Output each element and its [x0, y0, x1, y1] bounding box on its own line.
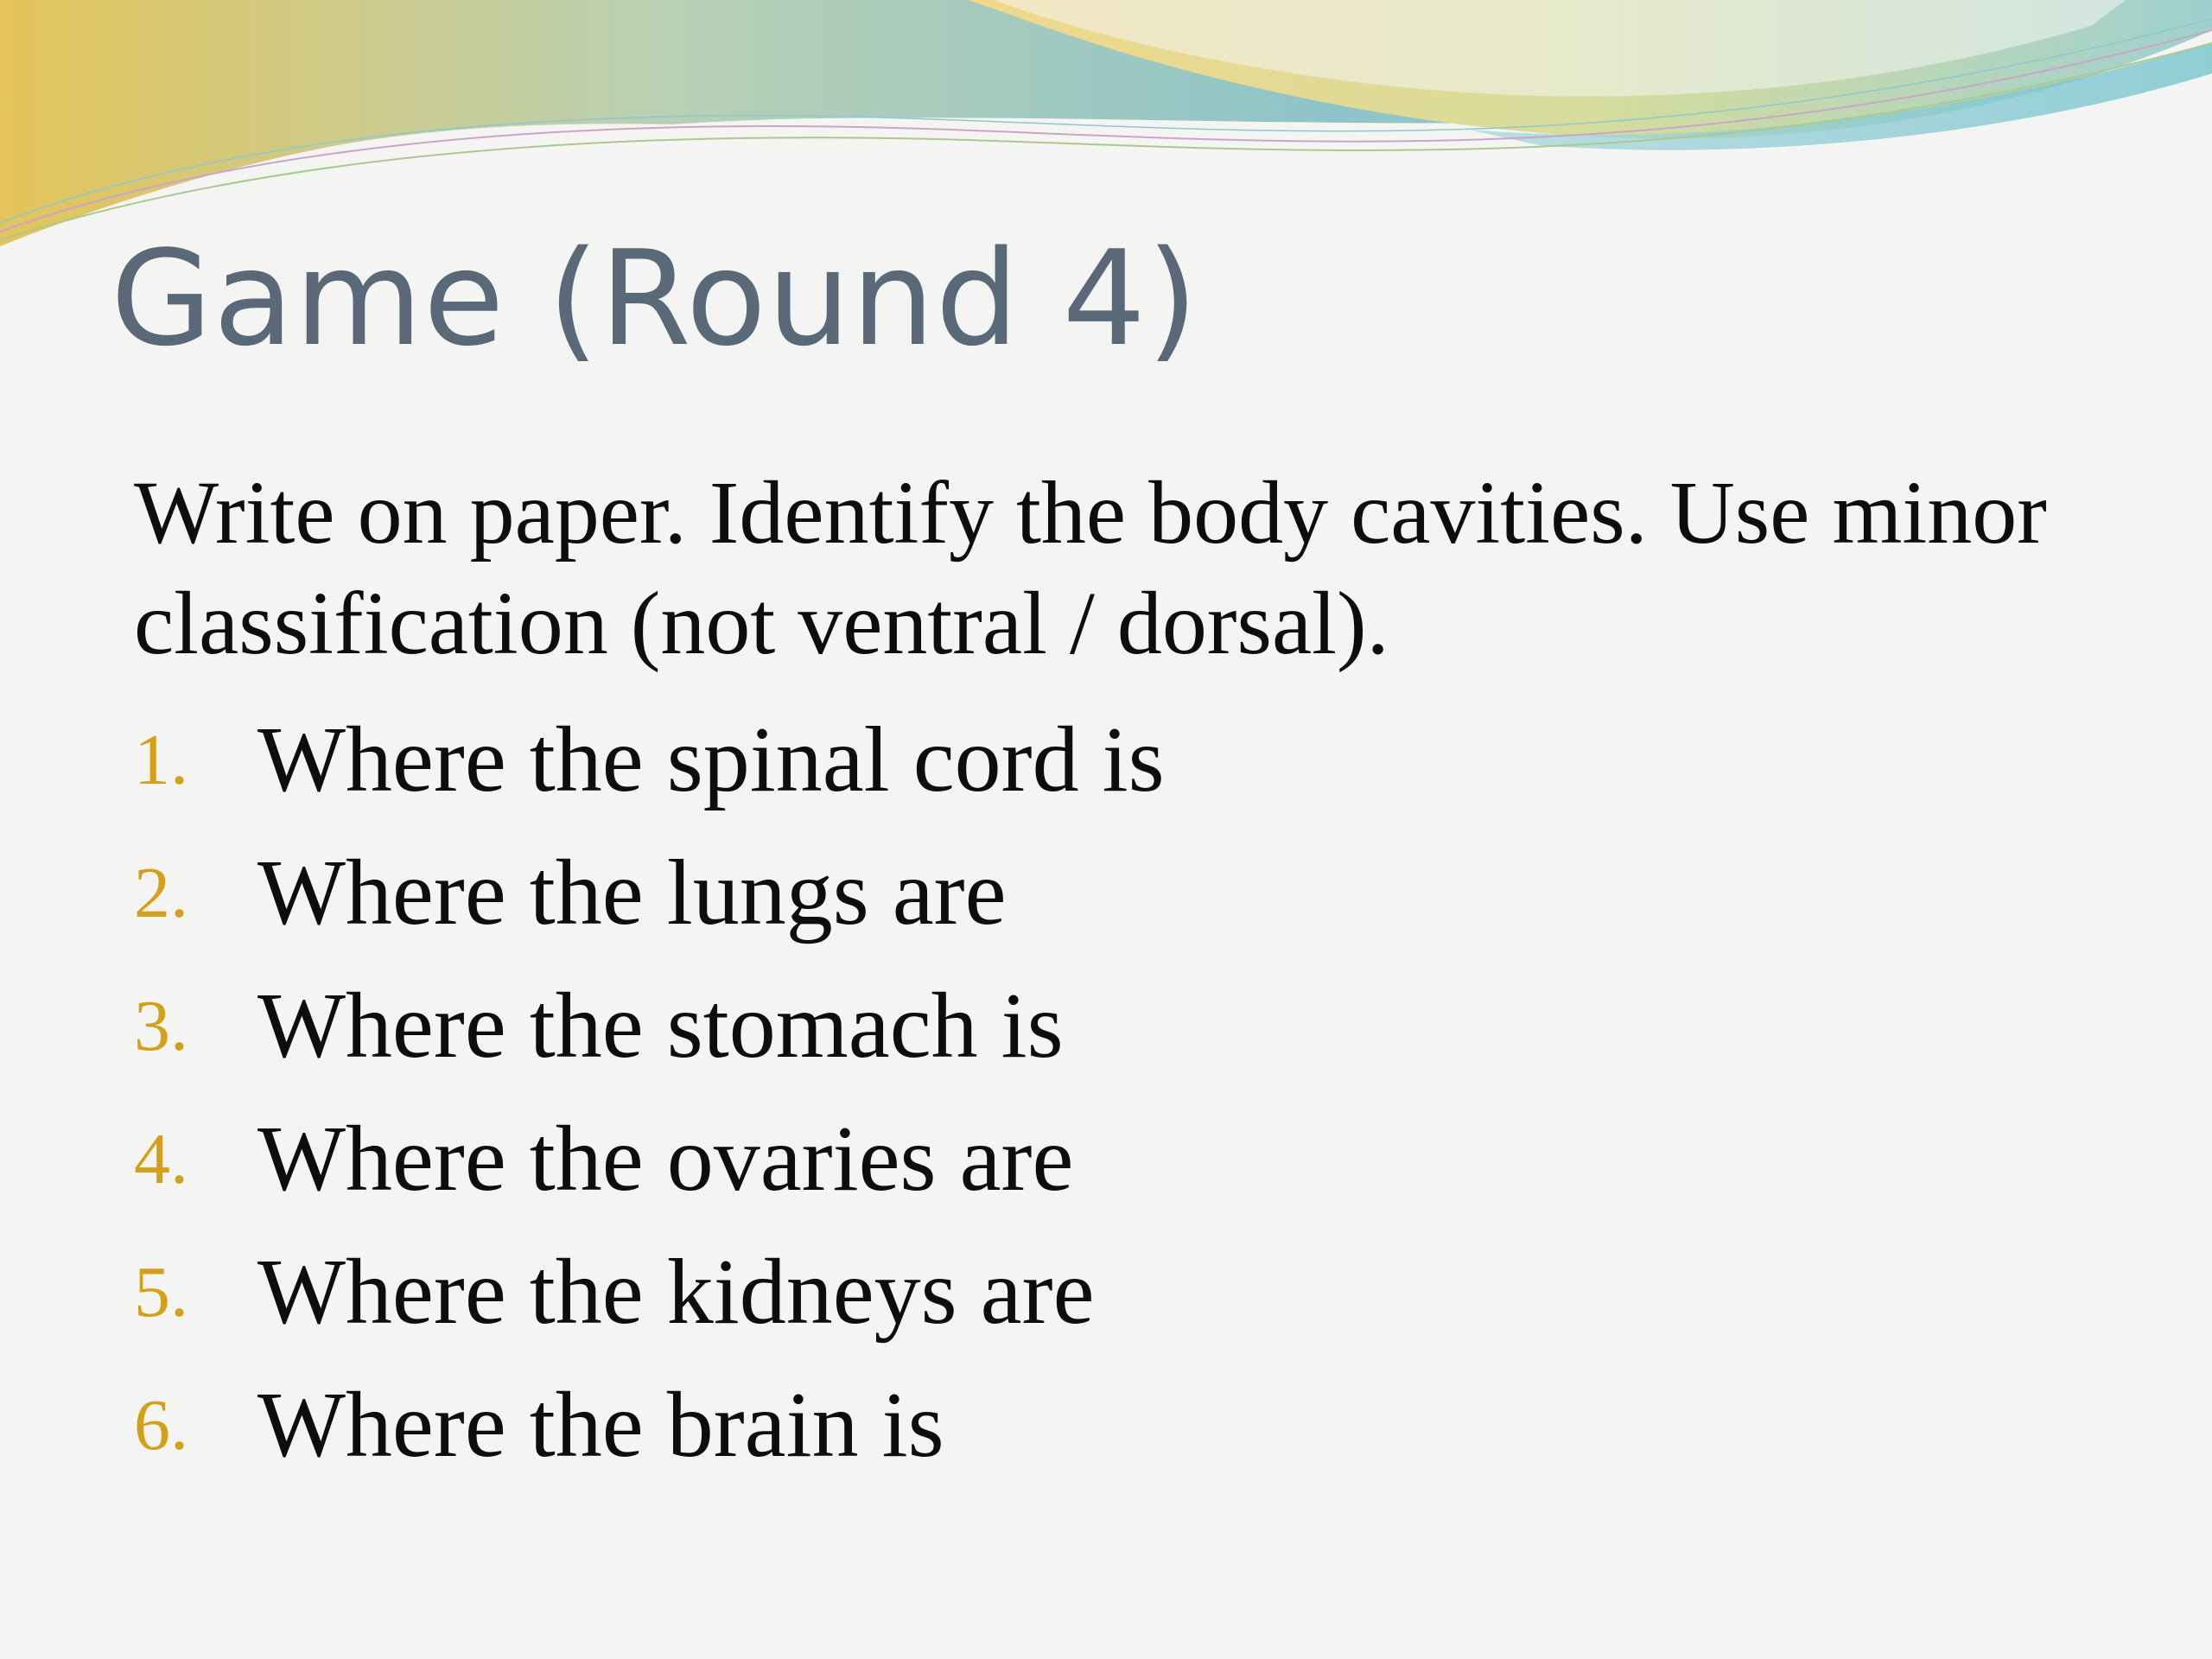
decorative-wave-header — [0, 0, 2212, 259]
question-text: Where the spinal cord is — [257, 709, 1165, 811]
question-text: Where the ovaries are — [257, 1108, 1074, 1211]
question-number: 2. — [134, 853, 188, 933]
question-text: Where the stomach is — [257, 975, 1064, 1077]
question-text: Where the kidneys are — [257, 1241, 1095, 1344]
question-text: Where the lungs are — [257, 842, 1007, 944]
question-number: 5. — [134, 1252, 188, 1332]
slide-title: Game (Round 4) — [111, 222, 1199, 375]
question-number: 1. — [134, 720, 188, 800]
instructions-text: Write on paper. Identify the body cavities. Use minor classification (not ventral / dorsal). — [134, 463, 2047, 673]
question-number: 3. — [134, 986, 188, 1066]
question-text: Where the brain is — [257, 1374, 944, 1477]
question-number: 4. — [134, 1119, 188, 1199]
question-number: 6. — [134, 1385, 188, 1465]
